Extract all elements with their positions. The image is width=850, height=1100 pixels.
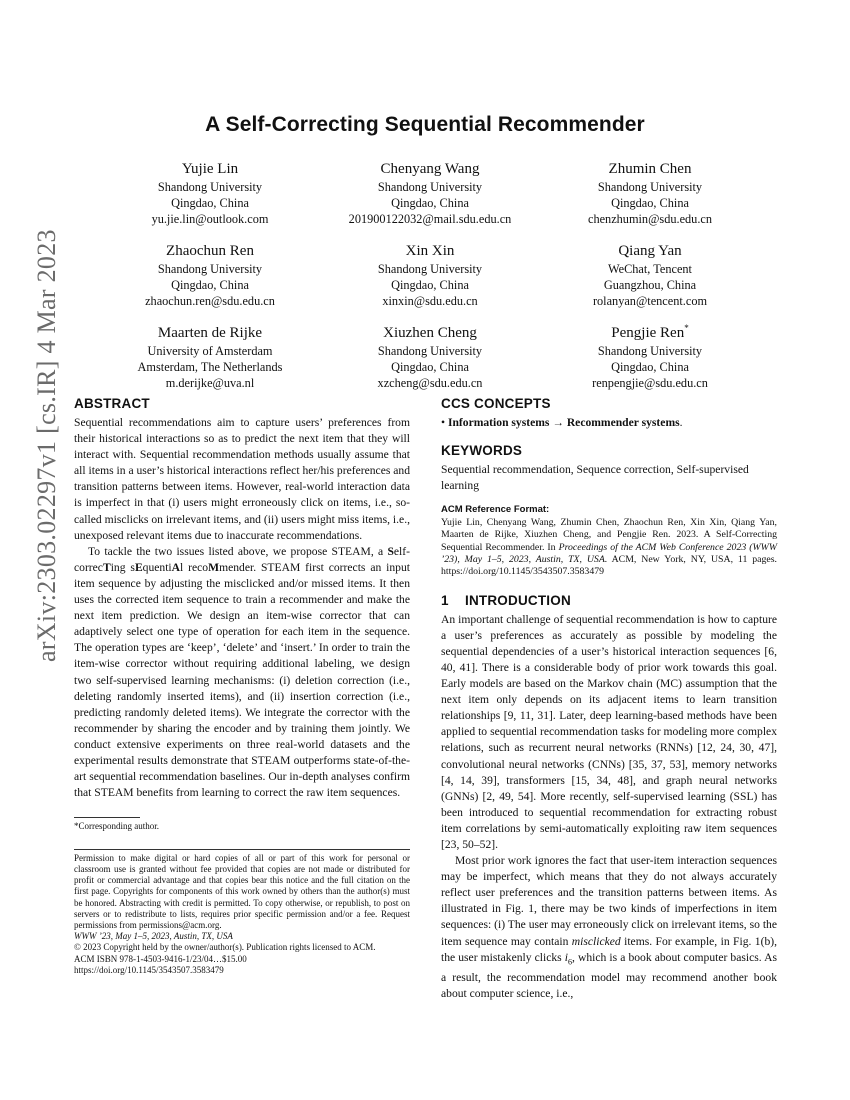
author-affiliation: Shandong University [157, 262, 263, 276]
abstract-heading: ABSTRACT [74, 396, 150, 411]
author-email[interactable]: yu.jie.lin@outlook.com [151, 212, 269, 226]
permission-rule [74, 849, 410, 850]
author-email[interactable]: renpengjie@sdu.edu.cn [592, 376, 708, 390]
abstract-paragraph-2: To tackle the two issues listed above, we propose STEAM, a Self-correcTing sEquentiAl recoMmender. STEAM first corrects an input item sequence by adjusting the misclicked and/or missed items. It then uses the corrected item sequence to train a recommender and make the next item prediction. We design an item-wise corrector that can adaptively select one type of operation for each item in the sequence. The operation types are ‘keep’, ‘delete’ and ‘insert.’ In order to train the item-wise corrector without requiring additional labeling, we design two self-supervised learning mechanisms: (i) deletion correction (i.e., deleting randomly inserted items), and (ii) insertion correction (i.e., predicting randomly deleted items). We integrate the corrector with the recommender by sharing the encoder and by training them jointly. We conduct extensive experiments on three real-world datasets and the experimental results demonstrate that STEAM outperforms state-of-the-art sequential recommendation baselines. Our in-depth analyses confirm that STEAM benefits from learning to correct the raw item sequences. [74, 544, 411, 800]
keywords-heading: KEYWORDS [441, 443, 523, 458]
author-name: Chenyang Wang [380, 161, 480, 177]
doi-link[interactable]: https://doi.org/10.1145/3543507.3583479 [74, 964, 224, 975]
footnote-rule [74, 817, 140, 818]
author-location: Qingdao, China [171, 196, 249, 210]
corresponding-author-footnote: *Corresponding author. [74, 821, 159, 832]
author-affiliation: WeChat, Tencent [608, 262, 692, 276]
author-email[interactable]: m.derijke@uva.nl [165, 376, 255, 390]
introduction-heading: 1 INTRODUCTION [441, 592, 571, 608]
author-card [320, 318, 540, 391]
author-email[interactable]: rolanyan@tencent.com [592, 294, 708, 308]
author-name: Pengjie Ren* [611, 323, 689, 341]
author-card [100, 154, 320, 227]
introduction-paragraph-1: An important challenge of sequential recommendation is how to capture a user’s preferences as accurately as possible by modeling the sequential dependencies of a user’s historical interaction sequences [6, 40, 41]. There is a considerable body of prior work towards this goal. Early models are based on the Markov chain (MC) assumption that the next item only depends on its adjacent items to learn transition relationships [9, 11, 31]. Later, deep learning-based methods have been applied to sequential recommendation tasks for modeling more complex relations, such as recurrent neural networks (RNNs) [12, 24, 30, 47], convolutional neural networks (CNNs) [35, 37, 53], memory networks [4, 14, 39], transformers [15, 34, 48], and graph neural networks (GNNs) [2, 49, 54]. More recently, self-supervised learning (SSL) has been introduced to sequential recommendation for extracting robust item correlations by semi-automatically exploiting raw item sequences [23, 50–52]. [441, 612, 777, 851]
author-affiliation: Shandong University [377, 344, 483, 358]
author-email[interactable]: xzcheng@sdu.edu.cn [377, 376, 483, 390]
author-location: Qingdao, China [171, 278, 249, 292]
author-email[interactable]: xinxin@sdu.edu.cn [382, 294, 478, 308]
ccs-concepts: • Information systems → Recommender systems. [441, 416, 683, 429]
author-affiliation: University of Amsterdam [147, 344, 273, 358]
author-location: Qingdao, China [611, 360, 689, 374]
author-affiliation: Shandong University [377, 180, 483, 194]
author-name: Yujie Lin [181, 161, 239, 177]
acm-reference-label: ACM Reference Format: [441, 504, 550, 516]
author-name: Xin Xin [405, 243, 455, 259]
author-name: Zhumin Chen [608, 161, 692, 177]
paper-title: A Self-Correcting Sequential Recommender [205, 113, 645, 136]
author-affiliation: Shandong University [157, 180, 263, 194]
abstract-paragraph-1: Sequential recommendations aim to capture users’ preferences from their historical interactions so as to predict the next item that they will interact with. Sequential recommendation methods usually assume that all items in a user’s historical interactions reflect her/his preferences and transition patterns between items. However, real-world interaction data is imperfect in that (i) users might erroneously click on items, i.e., so-called misclicks on irrelevant items, and (ii) users might miss items, i.e., unexposed relevant items due to inaccurate recommendations. [74, 416, 410, 542]
author-name: Zhaochun Ren [166, 243, 254, 259]
left-column [74, 396, 410, 976]
author-location: Qingdao, China [391, 278, 469, 292]
author-card [320, 236, 540, 309]
author-affiliation: Shandong University [597, 180, 703, 194]
author-location: Qingdao, China [391, 360, 469, 374]
author-card [100, 318, 320, 391]
author-location: Qingdao, China [391, 196, 469, 210]
author-name: Xiuzhen Cheng [383, 325, 477, 341]
keywords-text: Sequential recommendation, Sequence correction, Self-supervised learning [441, 463, 749, 493]
author-card [540, 318, 760, 391]
author-email[interactable]: zhaochun.ren@sdu.edu.cn [145, 294, 275, 308]
acm-reference-format: Yujie Lin, Chenyang Wang, Zhumin Chen, Zhaochun Ren, Xin Xin, Qiang Yan, Maarten de Rijke, Xiuzhen Cheng, and Pengjie Ren. 2023. A Self-Correcting Sequential Recommender. In Proceedings of the ACM Web Conference 2023 (WWW ’23), May 1–5, 2023, Austin, TX, USA. ACM, New York, NY, USA, 11 pages. https://doi.org/10.1145/3543507.3583479 [441, 517, 778, 578]
permission-notice: Permission to make digital or hard copies of all or part of this work for personal or classroom use is granted without fee provided that copies are not made or distributed for profit or commercial advantage and that copies bear this notice and the full citation on the first page. Copyrights for components of this work owned by others than the author(s) must be honored. Abstracting with credit is permitted. To copy otherwise, or republish, to post on servers or to redistribute to lists, requires prior specific permission and/or a fee. Request permissions from permissions@acm.org. [74, 852, 410, 931]
author-location: Amsterdam, The Netherlands [137, 360, 283, 374]
author-email[interactable]: 201900122032@mail.sdu.edu.cn [348, 212, 512, 226]
author-card [320, 154, 540, 227]
author-card [540, 154, 760, 227]
right-column [441, 396, 777, 1002]
author-location: Qingdao, China [611, 196, 689, 210]
author-location: Guangzhou, China [603, 278, 697, 292]
author-block [100, 154, 760, 391]
author-card [100, 236, 320, 309]
author-name: Maarten de Rijke [157, 325, 263, 341]
copyright-notice: © 2023 Copyright held by the owner/author(s). Publication rights licensed to ACM. [74, 942, 376, 953]
introduction-paragraph-2: Most prior work ignores the fact that user-item interaction sequences may be imperfect, which means that they do not always accurately reflect user preferences and the transition patterns between items. As illustrated in Fig. 1, there may be two kinds of imperfections in item sequences: (i) The user may erroneously click on irrelevant items, so the item sequence may contain misclicked items. For example, in Fig. 1(b), the user mistakenly clicks $i_6$, which is a book about computer basics. As a result, the recommendation model may recommend another book about computer science, i.e., [441, 854, 777, 1001]
author-email[interactable]: chenzhumin@sdu.edu.cn [587, 212, 712, 226]
author-name: Qiang Yan [618, 243, 682, 259]
isbn: ACM ISBN 978-1-4503-9416-1/23/04…$15.00 [74, 953, 247, 964]
arxiv-identifier: arXiv:2303.02297v1 [cs.IR] 4 Mar 2023 [32, 229, 61, 662]
author-affiliation: Shandong University [597, 344, 703, 358]
conference-venue: WWW ’23, May 1–5, 2023, Austin, TX, USA [74, 931, 233, 942]
ccs-heading: CCS CONCEPTS [441, 396, 551, 411]
author-affiliation: Shandong University [377, 262, 483, 276]
author-card [540, 236, 760, 309]
